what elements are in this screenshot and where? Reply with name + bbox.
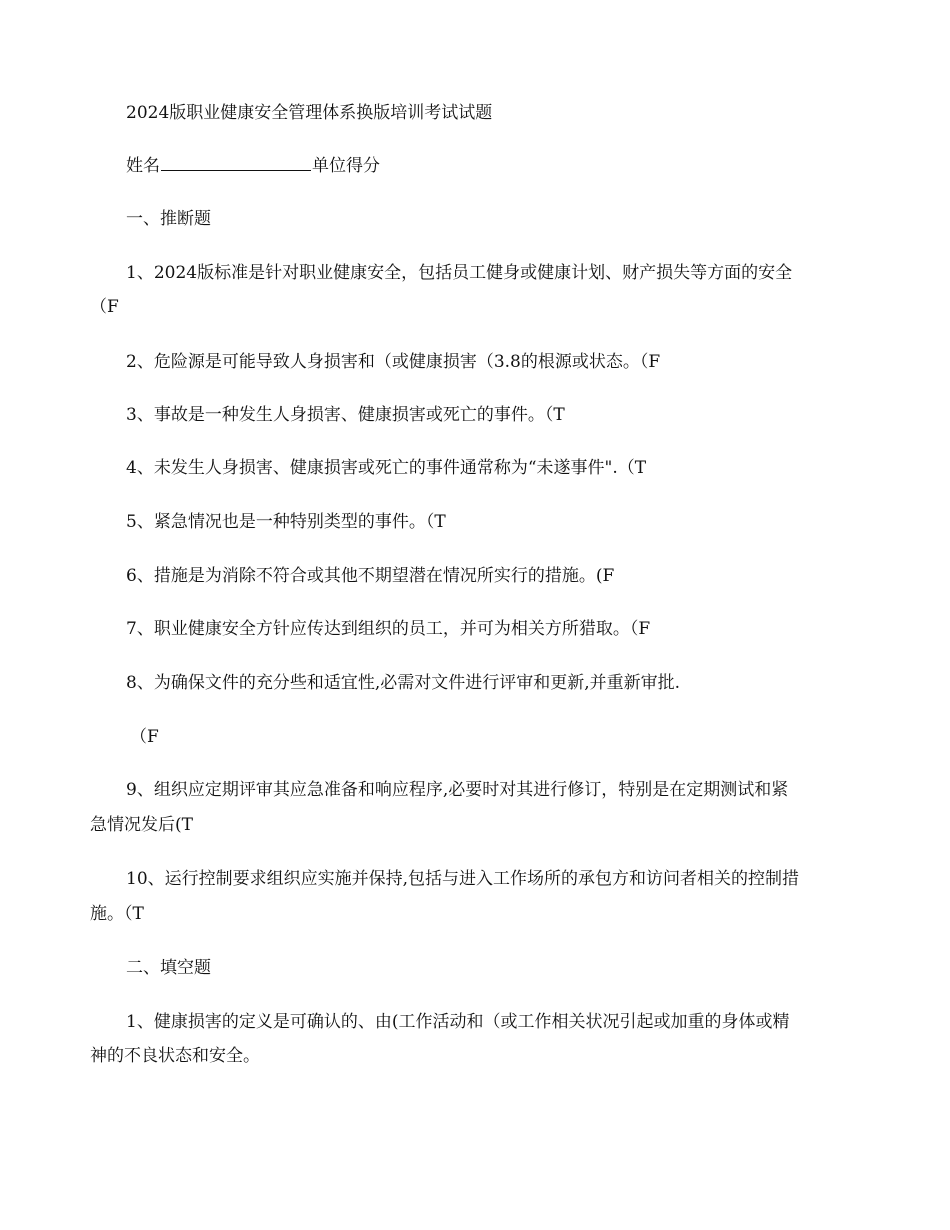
document-title: 2024版职业健康安全管理体系换版培训考试试题 bbox=[126, 103, 493, 123]
question-4: 4、未发生人身损害、健康损害或死亡的事件通常称为“未遂事件".（T bbox=[126, 458, 647, 478]
fill-question-1-line1: 1、健康损害的定义是可确认的、由(工作活动和（或工作相关状况引起或加重的身体或精 bbox=[126, 1012, 790, 1032]
name-blank bbox=[161, 154, 311, 171]
question-8-line1: 8、为确保文件的充分些和适宜性,必需对文件进行评审和更新,并重新审批. bbox=[126, 673, 681, 693]
question-8-line2: （F bbox=[130, 727, 159, 747]
question-3: 3、事故是一种发生人身损害、健康损害或死亡的事件。（T bbox=[126, 405, 565, 425]
section1-heading: 一、推断题 bbox=[126, 209, 211, 229]
question-10-line1: 10、运行控制要求组织应实施并保持,包括与进入工作场所的承包方和访问者相关的控制措 bbox=[126, 869, 800, 889]
question-5: 5、紧急情况也是一种特别类型的事件。（T bbox=[126, 512, 446, 532]
question-7: 7、职业健康安全方针应传达到组织的员工，并可为相关方所猎取。（F bbox=[126, 619, 651, 639]
question-6: 6、措施是为消除不符合或其他不期望潜在情况所实行的措施。(F bbox=[126, 566, 615, 586]
question-10-line2: 施。（T bbox=[90, 904, 144, 924]
question-9-line1: 9、组织应定期评审其应急准备和响应程序,必要时对其进行修订，特别是在定期测试和紧 bbox=[126, 780, 789, 800]
unit-score-label: 单位得分 bbox=[312, 156, 380, 176]
question-9-line2: 急情况发后(T bbox=[90, 815, 193, 835]
question-2: 2、危险源是可能导致人身损害和（或健康损害（3.8的根源或状态。（F bbox=[126, 352, 661, 372]
section2-heading: 二、填空题 bbox=[126, 958, 211, 978]
fill-question-1-line2: 神的不良状态和安全。 bbox=[90, 1046, 260, 1066]
question-1-line2: （F bbox=[90, 297, 119, 317]
name-line bbox=[126, 153, 380, 179]
name-label: 姓名 bbox=[126, 156, 160, 176]
question-1-line1: 1、2024版标准是针对职业健康安全，包括员工健身或健康计划、财产损失等方面的安全 bbox=[126, 263, 793, 283]
